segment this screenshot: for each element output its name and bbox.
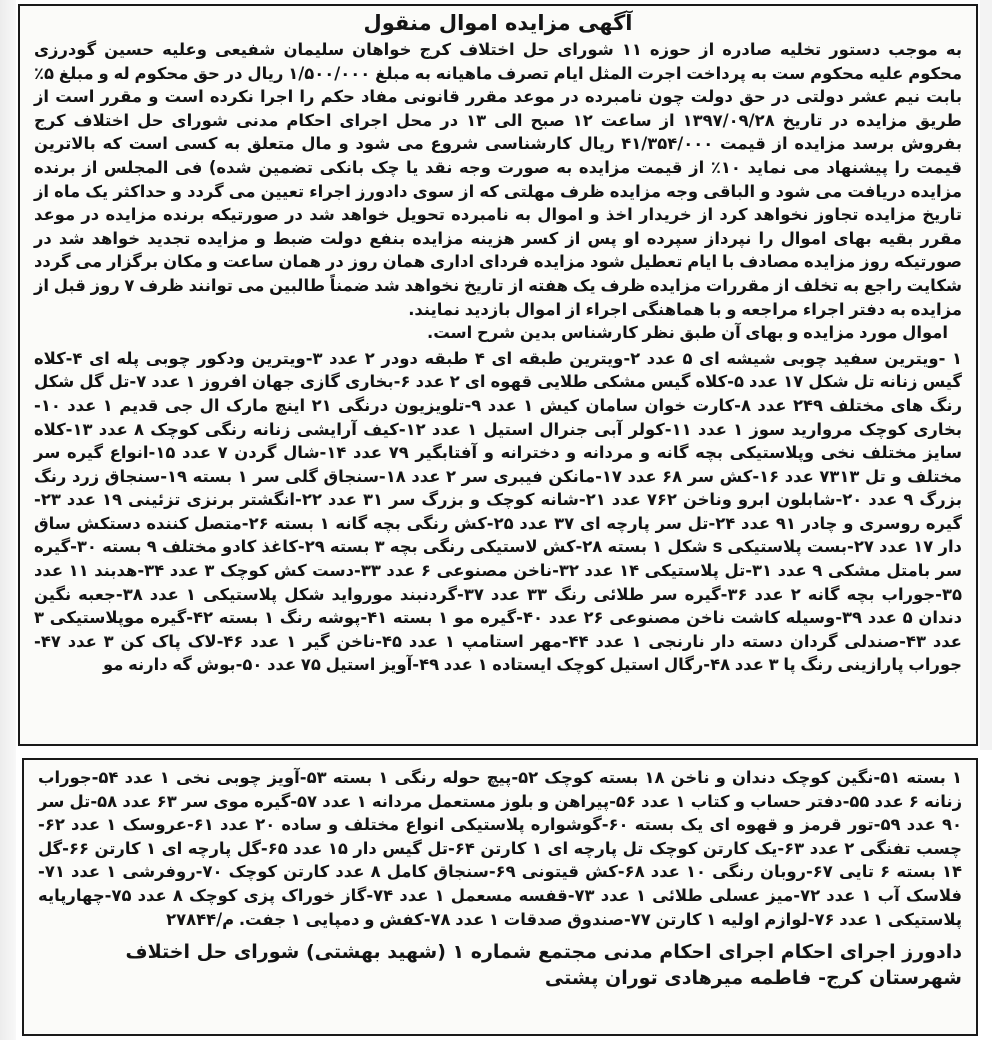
items-list-part2: ۱ بسته ۵۱-نگین کوچک دندان و ناخن ۱۸ بسته کوچک ۵۲-پیچ حوله رنگی ۱ بسته ۵۳-آویز چوبی نخی ۱ عدد ۵۴-جوراب زنانه ۶ عدد ۵۵-دفتر حساب و کتاب ۱ عدد ۵۶-پیراهن و بلوز مستعمل مردانه ۱ عدد ۵۷-گیره موی سر ۶۳ عدد ۵۸-تل سر ۹۰ عدد ۵۹-تور قرمز و قهوه ای یک بسته ۶۰-گوشواره پلاستیکی انواع مختلف و ساده ۲۰ عدد ۶۱-عروسک ۱ عدد ۶۲-چسب تفنگی ۲ عدد ۶۳-یک کارتن کوچک تل پارچه ای ۱ کارتن ۶۴-تل گیس دار ۱۵ عدد ۶۵-گل پارچه ای ۱ کارتن ۶۶-گل ۱۴ بسته ۶ تایی ۶۷-روبان رنگی ۱۰ عدد ۶۸-کش قیتونی ۶۹-سنجاق کامل ۸ عدد کارتن کوچک ۷۰-روفرشی ۱ عدد ۷۱-فلاسک آب ۱ عدد ۷۲-میز عسلی طلائی ۱ عدد ۷۳-قفسه مسعمل ۱ عدد ۷۴-گاز خوراک پزی کوچک ۸ عدد ۷۵-چهارپایه پلاستیکی ۱ عدد ۷۶-لوازم اولیه ۱ کارتن ۷۷-صندوق صدقات ۱ عدد ۷۸-کفش و دمپایی ۱ جفت. م/۲۷۸۴۴ [38, 768, 963, 929]
items-heading: اموال مورد مزایده و بهای آن طبق نظر کارشناس بدین شرح است. [426, 323, 948, 343]
notice-signature: دادورز اجرای احکام اجرای احکام مدنی مجتمع شماره ۱ (شهید بهشتی) شورای حل اختلاف شهرستان کرج- فاطمه میرهادی توران پشتی [125, 941, 962, 990]
page-edge-right [980, 0, 992, 750]
page-edge-left [0, 0, 16, 1040]
items-list-part1: ۱ -ویترین سفید چوبی شیشه ای ۵ عدد ۲-ویترین طبقه ای ۴ طبقه دودر ۲ عدد ۳-ویترین ودکور چوبی پله ای ۴-کلاه گیس زنانه تل شکل ۱۷ عدد ۵-کلاه گیس مشکی طلایی قهوه ای ۲ عدد ۶-بخاری گازی جهان افروز ۱ عدد ۷-تل گل شکل رنگ های مختلف ۲۴۹ عدد ۸-کارت خوان سامان کیش ۱ عدد ۹-تلویزیون درنگی ۲۱ اینچ مارک ال جی قدیم ۱ عدد ۱۰-بخاری کوچک مروارید سوز ۱ عدد ۱۱-کولر آبی جنرال استیل ۱ عدد ۱۲-کیف آرایشی زنانه رنگی کوچک ۸ عدد ۱۳-کلاه سایز مختلف نخی وپلاستیکی بچه گانه و مردانه و دخترانه و آفتابگیر ۷۹ عدد ۱۴-شال گردن ۷ عدد ۱۵-انواع گیره سر مختلف و تل ۷۳۱۳ عدد ۱۶-کش سر ۶۸ عدد ۱۷-مانکن فیبری سر ۲ عدد ۱۸-سنجاق گلی سر ۱ بسته ۱۹-سنجاق زرد رنگ بزرگ ۹ عدد ۲۰-شابلون ابرو وناخن ۷۶۲ عدد ۲۱-شانه کوچک و بزرگ سر ۳۱ عدد ۲۲-انگشتر برنزی تزئینی ۱۹ عدد ۲۳-گیره روسری و چادر ۹۱ عدد ۲۴-تل سر پارچه ای ۳۷ عدد ۲۵-کش رنگی بچه گانه ۱ بسته ۲۶-متصل کننده دستکش ساق دار ۱۷ عدد ۲۷-بست پلاستیکی s شکل ۱ بسته ۲۸-کش لاستیکی رنگی بچه ۳ بسته ۲۹-کاغذ کادو مختلف ۹ بسته ۳۰-گیره سر بامتل مشکی ۹ عدد ۳۱-تل پلاستیکی ۱۴ عدد ۳۲-ناخن مصنوعی ۶ عدد ۳۳-دست کش کوچک ۳ عدد ۳۴-هدبند ۱۱ عدد ۳۵-جوراب بچه گانه ۲ عدد ۳۶-گیره سر طلائی رنگ ۳۳ عدد ۳۷-گردنبند مورواید شکل پلاستیکی ۱ عدد ۳۸-جعبه نگین دندان ۵ عدد ۳۹-وسیله کاشت ناخن مصنوعی ۲۶ عدد ۴۰-گیره مو ۱ بسته ۴۱-پوشه رنگ ۱ بسته ۴۲-گیره موپلاستیکی ۳ عدد ۴۳-صندلی گردان دسته دار نارنجی ۱ عدد ۴۴-مهر استامپ ۱ عدد ۴۵-ناخن گیر ۱ عدد ۴۶-لاک پاک کن ۳ عدد ۴۷-جوراب پارازینی رنگ پا ۳ عدد ۴۸-رگال استیل کوچک ایستاده ۱ عدد ۴۹-آویز استیل ۷۵ عدد ۵۰-بوش گه دارنه مو [34, 348, 963, 675]
notice-title: آگهی مزایده اموال منقول [363, 11, 633, 35]
auction-notice-box [18, 4, 978, 746]
auction-notice-continuation-box [22, 758, 978, 1036]
notice-intro-paragraph: به موجب دستور تخلیه صادره از حوزه ۱۱ شورای حل اختلاف کرج خواهان سلیمان شفیعی وعلیه حسین گودرزی محکوم علیه محکوم ست به پرداخت اجرت المثل ایام تصرف ماهیانه به مبلغ ۱/۵۰۰/۰۰۰ ریال در حق محکوم له و مبلغ ۵٪ بابت نیم عشر دولتی در حق دولت چون نامبرده در موعد مقرر قانونی مفاد حکم را اجرا نکرده است و مقرر است از طریق مزایده در تاریخ ۱۳۹۷/۰۹/۲۸ از ساعت ۱۲ صبح الی ۱۳ در محل اجرای احکام مدنی شورای حل اختلاف کرج بفروش برسد مزایده از قیمت ۴۱/۳۵۴/۰۰۰ ریال کارشناسی شروع می شود و مال متعلق به کسی است که بالاترین قیمت را پیشنهاد می نماید ۱۰٪ از قیمت مزایده به صورت وجه نقد یا چک بانکی تضمین شده) فی المجلس از برنده مزایده دریافت می شود و الباقی وجه مزایده ظرف مهلتی که از سوی دادورز اجراء تعیین می گردد و حداکثر یک ماه از تاریخ مزایده تجاوز نخواهد کرد از خریدار اخذ و اموال به نامبرده تحویل خواهد شد در صورتیکه برنده مزایده در موعد مقرر بقیه بهای اموال را نپرداز سپرده او پس از کسر هزینه مزایده بنفع دولت ضبط و مزایده تجدید خواهد شد در صورتیکه روز مزایده مصادف با ایام تعطیل شود مزایده فردای اداری همان روز در همان ساعت و مکان برگزار می گردد شکایت راجع به تخلف از مقررات مزایده ظرف یک هفته از تاریخ نخواهد شد ضمناً طالبین می توانند ظرف ۷ روز قبل از مزایده به دفتر اجراء مراجعه و با هماهنگی اجراء از اموال بازدید نمایند. [34, 40, 963, 319]
